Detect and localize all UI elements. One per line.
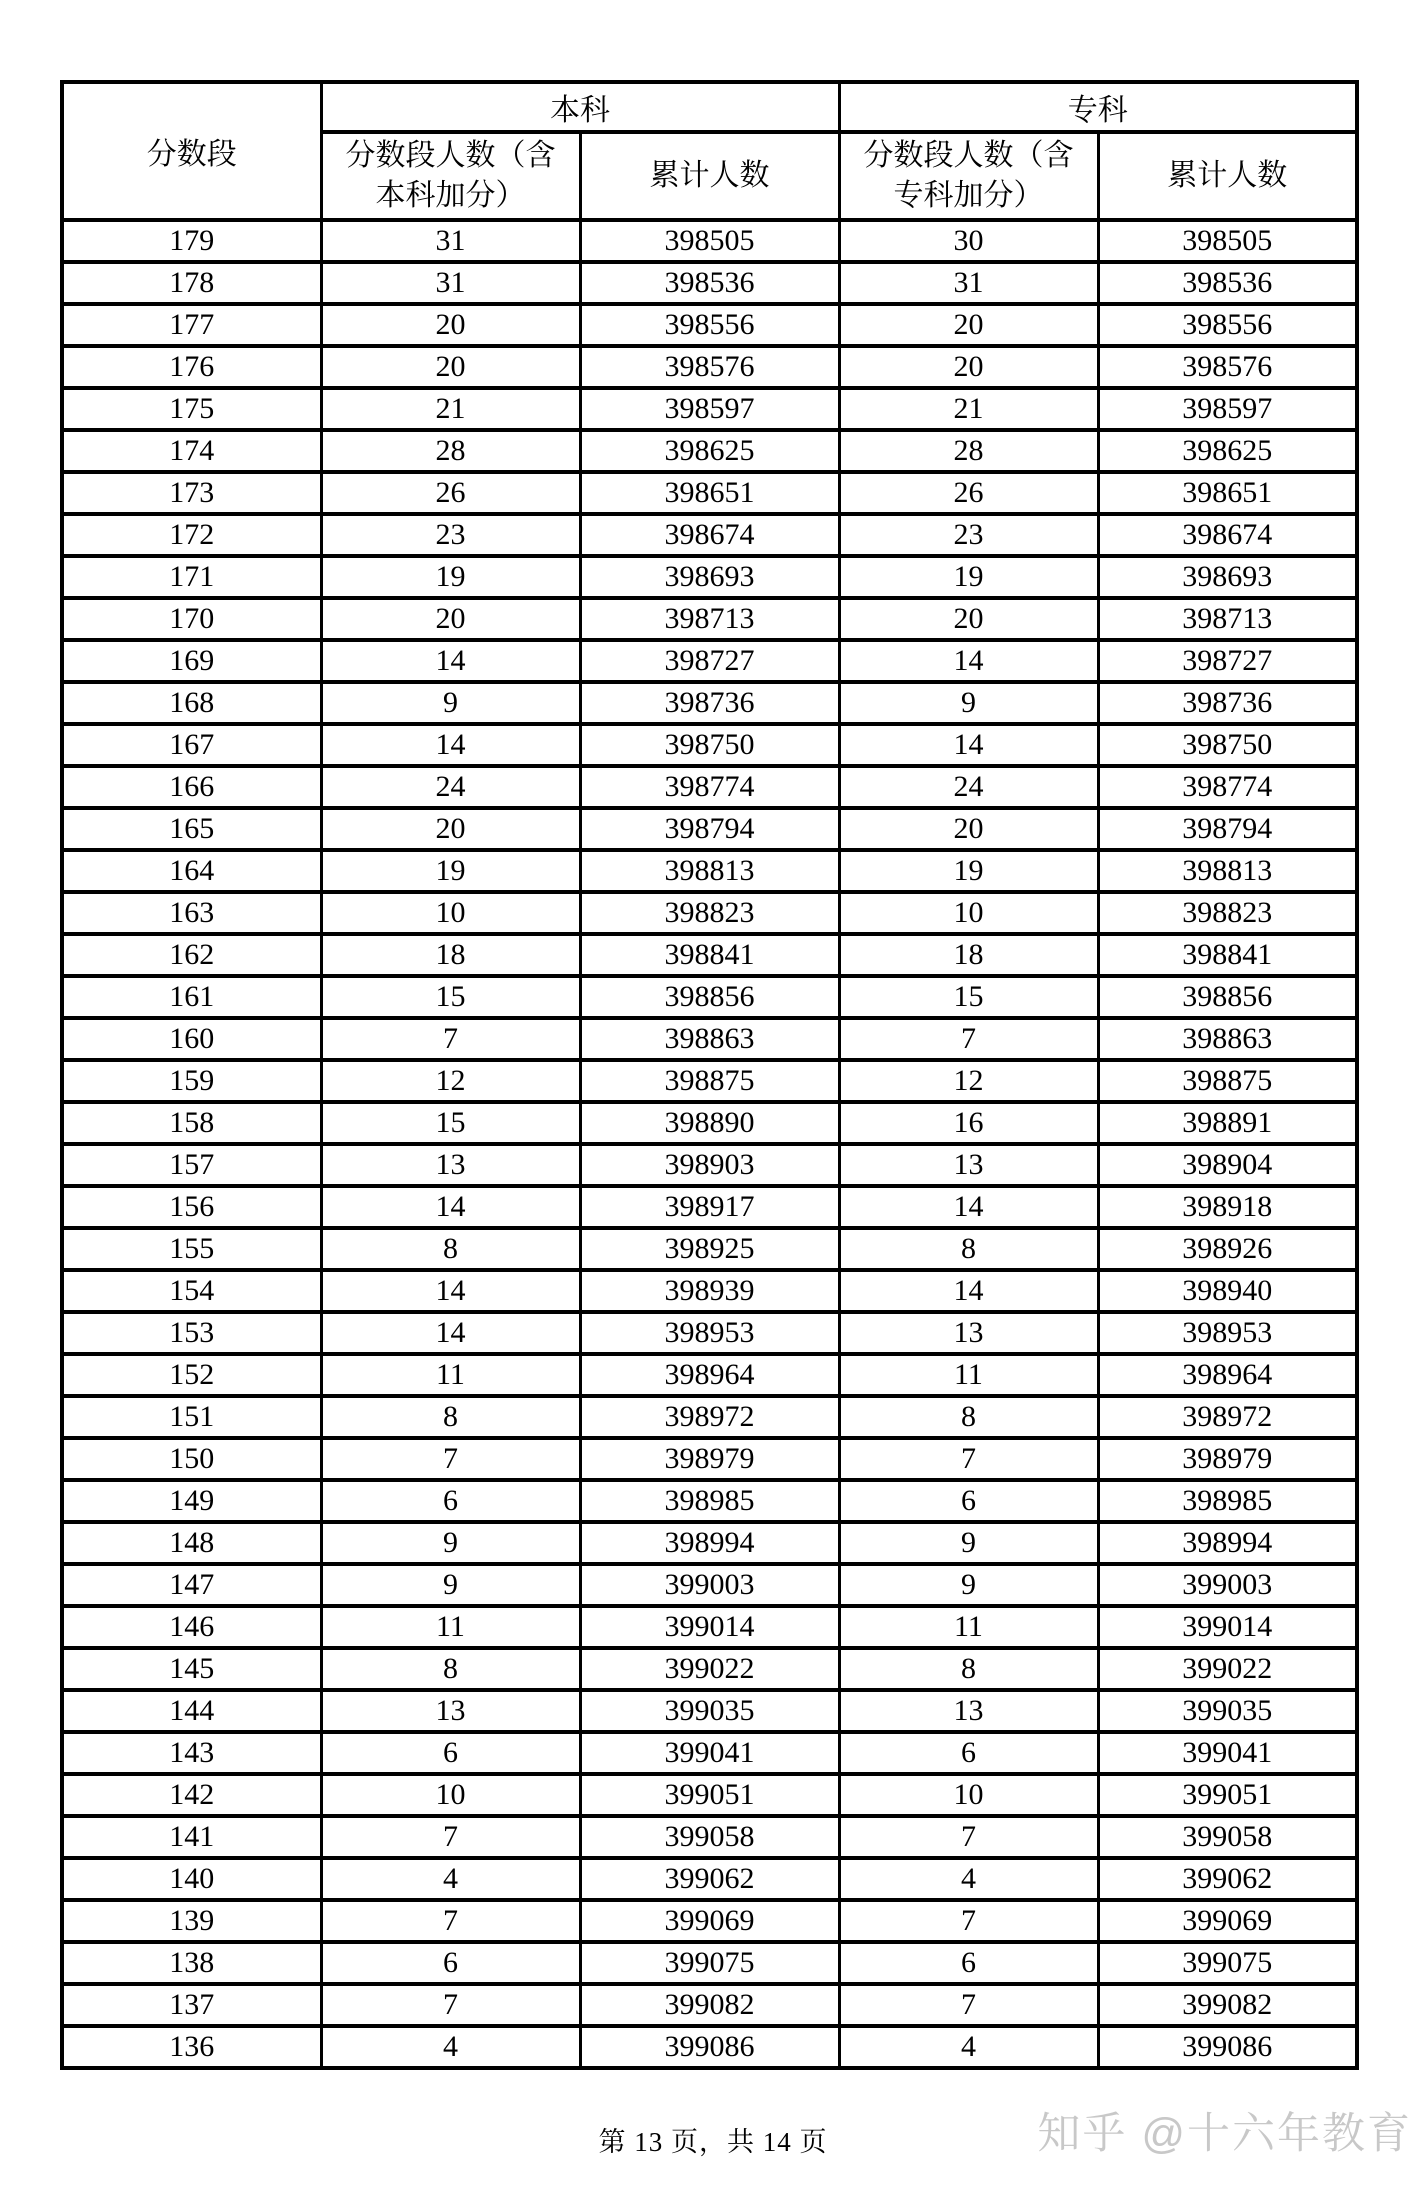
table-row xyxy=(62,472,1357,514)
benke-count-cell: 7 xyxy=(321,1816,580,1858)
table-row xyxy=(62,1228,1357,1270)
score-segment-cell: 138 xyxy=(62,1942,321,1984)
zhuanke-count-cell: 7 xyxy=(839,1816,1098,1858)
zhuanke-cumulative-cell: 398736 xyxy=(1098,682,1357,724)
zhuanke-cumulative-cell: 399003 xyxy=(1098,1564,1357,1606)
benke-cumulative-cell: 399003 xyxy=(580,1564,839,1606)
benke-count-cell: 15 xyxy=(321,1102,580,1144)
benke-cumulative-cell: 398841 xyxy=(580,934,839,976)
benke-cumulative-cell: 398979 xyxy=(580,1438,839,1480)
zhuanke-cumulative-cell: 398597 xyxy=(1098,388,1357,430)
score-segment-cell: 168 xyxy=(62,682,321,724)
table-row xyxy=(62,1018,1357,1060)
benke-count-cell: 14 xyxy=(321,1270,580,1312)
score-segment-cell: 146 xyxy=(62,1606,321,1648)
zhuanke-cumulative-cell: 398856 xyxy=(1098,976,1357,1018)
table-row xyxy=(62,850,1357,892)
header-benke-group: 本科 xyxy=(321,82,839,132)
zhuanke-count-cell: 24 xyxy=(839,766,1098,808)
benke-cumulative-cell: 398856 xyxy=(580,976,839,1018)
table-row xyxy=(62,346,1357,388)
benke-cumulative-cell: 398736 xyxy=(580,682,839,724)
table-row xyxy=(62,1984,1357,2026)
zhuanke-cumulative-cell: 398774 xyxy=(1098,766,1357,808)
score-segment-cell: 179 xyxy=(62,220,321,262)
benke-cumulative-cell: 398823 xyxy=(580,892,839,934)
zhuanke-count-cell: 20 xyxy=(839,598,1098,640)
score-distribution-table xyxy=(60,80,1359,2070)
zhuanke-cumulative-cell: 398863 xyxy=(1098,1018,1357,1060)
benke-cumulative-cell: 399086 xyxy=(580,2026,839,2068)
score-segment-cell: 173 xyxy=(62,472,321,514)
benke-count-cell: 10 xyxy=(321,1774,580,1816)
benke-cumulative-cell: 398693 xyxy=(580,556,839,598)
score-segment-cell: 142 xyxy=(62,1774,321,1816)
benke-count-cell: 7 xyxy=(321,1984,580,2026)
benke-count-cell: 9 xyxy=(321,1522,580,1564)
table-row xyxy=(62,724,1357,766)
zhuanke-count-cell: 11 xyxy=(839,1606,1098,1648)
zhuanke-cumulative-cell: 399014 xyxy=(1098,1606,1357,1648)
header-score-segment: 分数段 xyxy=(62,82,321,220)
header-zhuanke-count-line2: 专科加分） xyxy=(893,179,1044,212)
zhuanke-count-cell: 7 xyxy=(839,1018,1098,1060)
benke-count-cell: 20 xyxy=(321,808,580,850)
score-segment-cell: 145 xyxy=(62,1648,321,1690)
score-segment-cell: 151 xyxy=(62,1396,321,1438)
table-row xyxy=(62,1564,1357,1606)
benke-cumulative-cell: 398903 xyxy=(580,1144,839,1186)
benke-count-cell: 10 xyxy=(321,892,580,934)
zhuanke-cumulative-cell: 398953 xyxy=(1098,1312,1357,1354)
table-row xyxy=(62,934,1357,976)
score-segment-cell: 166 xyxy=(62,766,321,808)
zhuanke-count-cell: 18 xyxy=(839,934,1098,976)
benke-cumulative-cell: 399051 xyxy=(580,1774,839,1816)
score-segment-cell: 160 xyxy=(62,1018,321,1060)
zhuanke-cumulative-cell: 398972 xyxy=(1098,1396,1357,1438)
zhuanke-cumulative-cell: 399035 xyxy=(1098,1690,1357,1732)
benke-count-cell: 26 xyxy=(321,472,580,514)
score-segment-cell: 167 xyxy=(62,724,321,766)
zhuanke-count-cell: 10 xyxy=(839,1774,1098,1816)
zhuanke-cumulative-cell: 398964 xyxy=(1098,1354,1357,1396)
score-segment-cell: 176 xyxy=(62,346,321,388)
benke-count-cell: 8 xyxy=(321,1648,580,1690)
table-row xyxy=(62,220,1357,262)
score-segment-cell: 177 xyxy=(62,304,321,346)
table-row xyxy=(62,808,1357,850)
benke-count-cell: 19 xyxy=(321,556,580,598)
table-row xyxy=(62,1858,1357,1900)
benke-count-cell: 8 xyxy=(321,1228,580,1270)
table-row xyxy=(62,640,1357,682)
benke-cumulative-cell: 398813 xyxy=(580,850,839,892)
benke-count-cell: 20 xyxy=(321,346,580,388)
zhuanke-cumulative-cell: 399041 xyxy=(1098,1732,1357,1774)
benke-count-cell: 14 xyxy=(321,724,580,766)
score-segment-cell: 165 xyxy=(62,808,321,850)
benke-count-cell: 6 xyxy=(321,1480,580,1522)
zhuanke-cumulative-cell: 398985 xyxy=(1098,1480,1357,1522)
score-segment-cell: 158 xyxy=(62,1102,321,1144)
table-row xyxy=(62,1270,1357,1312)
header-zhuanke-group: 专科 xyxy=(839,82,1357,132)
benke-cumulative-cell: 399062 xyxy=(580,1858,839,1900)
benke-count-cell: 7 xyxy=(321,1438,580,1480)
score-segment-cell: 163 xyxy=(62,892,321,934)
header-benke-cumulative: 累计人数 xyxy=(580,132,839,220)
zhuanke-count-cell: 7 xyxy=(839,1984,1098,2026)
zhuanke-count-cell: 6 xyxy=(839,1942,1098,1984)
zhuanke-cumulative-cell: 398625 xyxy=(1098,430,1357,472)
table-row xyxy=(62,1522,1357,1564)
zhuanke-cumulative-cell: 398904 xyxy=(1098,1144,1357,1186)
benke-count-cell: 14 xyxy=(321,1312,580,1354)
benke-cumulative-cell: 399075 xyxy=(580,1942,839,1984)
zhuanke-count-cell: 8 xyxy=(839,1648,1098,1690)
score-segment-cell: 139 xyxy=(62,1900,321,1942)
zhuanke-count-cell: 20 xyxy=(839,346,1098,388)
benke-count-cell: 31 xyxy=(321,262,580,304)
zhuanke-count-cell: 19 xyxy=(839,850,1098,892)
table-row xyxy=(62,976,1357,1018)
benke-cumulative-cell: 398713 xyxy=(580,598,839,640)
benke-cumulative-cell: 398863 xyxy=(580,1018,839,1060)
benke-cumulative-cell: 399069 xyxy=(580,1900,839,1942)
zhuanke-cumulative-cell: 398727 xyxy=(1098,640,1357,682)
benke-count-cell: 14 xyxy=(321,640,580,682)
score-segment-cell: 171 xyxy=(62,556,321,598)
zhuanke-count-cell: 14 xyxy=(839,1186,1098,1228)
header-group-row xyxy=(62,82,1357,132)
benke-count-cell: 18 xyxy=(321,934,580,976)
benke-cumulative-cell: 398875 xyxy=(580,1060,839,1102)
score-segment-cell: 143 xyxy=(62,1732,321,1774)
table-row xyxy=(62,262,1357,304)
zhuanke-cumulative-cell: 398891 xyxy=(1098,1102,1357,1144)
zhuanke-cumulative-cell: 398576 xyxy=(1098,346,1357,388)
zhuanke-count-cell: 21 xyxy=(839,388,1098,430)
benke-count-cell: 31 xyxy=(321,220,580,262)
table-header xyxy=(62,82,1357,220)
zhuanke-count-cell: 9 xyxy=(839,1564,1098,1606)
benke-count-cell: 12 xyxy=(321,1060,580,1102)
zhuanke-count-cell: 6 xyxy=(839,1732,1098,1774)
benke-cumulative-cell: 398576 xyxy=(580,346,839,388)
score-segment-cell: 159 xyxy=(62,1060,321,1102)
table-row xyxy=(62,1060,1357,1102)
benke-cumulative-cell: 398750 xyxy=(580,724,839,766)
benke-cumulative-cell: 398985 xyxy=(580,1480,839,1522)
table-row xyxy=(62,304,1357,346)
zhuanke-cumulative-cell: 398823 xyxy=(1098,892,1357,934)
zhuanke-count-cell: 9 xyxy=(839,682,1098,724)
table-row xyxy=(62,892,1357,934)
benke-cumulative-cell: 398972 xyxy=(580,1396,839,1438)
zhuanke-count-cell: 15 xyxy=(839,976,1098,1018)
zhuanke-count-cell: 28 xyxy=(839,430,1098,472)
benke-count-cell: 6 xyxy=(321,1942,580,1984)
score-segment-cell: 164 xyxy=(62,850,321,892)
benke-cumulative-cell: 399035 xyxy=(580,1690,839,1732)
zhuanke-cumulative-cell: 399062 xyxy=(1098,1858,1357,1900)
table-row xyxy=(62,1144,1357,1186)
benke-cumulative-cell: 398674 xyxy=(580,514,839,556)
zhuanke-count-cell: 13 xyxy=(839,1312,1098,1354)
benke-count-cell: 13 xyxy=(321,1144,580,1186)
benke-cumulative-cell: 398556 xyxy=(580,304,839,346)
zhuanke-count-cell: 9 xyxy=(839,1522,1098,1564)
table-row xyxy=(62,1774,1357,1816)
table-row xyxy=(62,1732,1357,1774)
benke-count-cell: 23 xyxy=(321,514,580,556)
score-segment-cell: 144 xyxy=(62,1690,321,1732)
header-zhuanke-cumulative: 累计人数 xyxy=(1098,132,1357,220)
zhuanke-cumulative-cell: 399086 xyxy=(1098,2026,1357,2068)
zhuanke-cumulative-cell: 398674 xyxy=(1098,514,1357,556)
zhuanke-count-cell: 20 xyxy=(839,808,1098,850)
benke-count-cell: 21 xyxy=(321,388,580,430)
benke-count-cell: 20 xyxy=(321,304,580,346)
score-segment-cell: 154 xyxy=(62,1270,321,1312)
table-row xyxy=(62,1480,1357,1522)
table-row xyxy=(62,1606,1357,1648)
benke-count-cell: 14 xyxy=(321,1186,580,1228)
benke-cumulative-cell: 398625 xyxy=(580,430,839,472)
zhuanke-count-cell: 20 xyxy=(839,304,1098,346)
zhuanke-cumulative-cell: 399022 xyxy=(1098,1648,1357,1690)
zhuanke-count-cell: 8 xyxy=(839,1396,1098,1438)
benke-cumulative-cell: 399082 xyxy=(580,1984,839,2026)
benke-cumulative-cell: 398939 xyxy=(580,1270,839,1312)
benke-cumulative-cell: 398597 xyxy=(580,388,839,430)
benke-count-cell: 7 xyxy=(321,1018,580,1060)
zhuanke-cumulative-cell: 398536 xyxy=(1098,262,1357,304)
header-zhuanke-count xyxy=(839,132,1098,220)
zhuanke-cumulative-cell: 398940 xyxy=(1098,1270,1357,1312)
zhuanke-count-cell: 4 xyxy=(839,2026,1098,2068)
zhuanke-cumulative-cell: 398505 xyxy=(1098,220,1357,262)
score-segment-cell: 136 xyxy=(62,2026,321,2068)
benke-cumulative-cell: 398651 xyxy=(580,472,839,514)
zhuanke-cumulative-cell: 398693 xyxy=(1098,556,1357,598)
zhuanke-count-cell: 7 xyxy=(839,1438,1098,1480)
table-row xyxy=(62,598,1357,640)
table-row xyxy=(62,1816,1357,1858)
table-row xyxy=(62,1438,1357,1480)
benke-count-cell: 11 xyxy=(321,1606,580,1648)
table-row xyxy=(62,1942,1357,1984)
zhuanke-cumulative-cell: 399082 xyxy=(1098,1984,1357,2026)
zhuanke-cumulative-cell: 398875 xyxy=(1098,1060,1357,1102)
benke-cumulative-cell: 399058 xyxy=(580,1816,839,1858)
benke-count-cell: 20 xyxy=(321,598,580,640)
zhuanke-cumulative-cell: 398556 xyxy=(1098,304,1357,346)
benke-cumulative-cell: 398727 xyxy=(580,640,839,682)
table-row xyxy=(62,1648,1357,1690)
zhuanke-cumulative-cell: 398918 xyxy=(1098,1186,1357,1228)
zhuanke-cumulative-cell: 398994 xyxy=(1098,1522,1357,1564)
zhuanke-count-cell: 14 xyxy=(839,1270,1098,1312)
zhuanke-cumulative-cell: 399058 xyxy=(1098,1816,1357,1858)
benke-count-cell: 4 xyxy=(321,1858,580,1900)
benke-cumulative-cell: 398917 xyxy=(580,1186,839,1228)
benke-cumulative-cell: 398994 xyxy=(580,1522,839,1564)
score-segment-cell: 153 xyxy=(62,1312,321,1354)
benke-cumulative-cell: 398774 xyxy=(580,766,839,808)
score-segment-cell: 156 xyxy=(62,1186,321,1228)
score-segment-cell: 157 xyxy=(62,1144,321,1186)
score-segment-cell: 147 xyxy=(62,1564,321,1606)
benke-cumulative-cell: 398890 xyxy=(580,1102,839,1144)
zhuanke-count-cell: 16 xyxy=(839,1102,1098,1144)
zhuanke-count-cell: 4 xyxy=(839,1858,1098,1900)
zhuanke-count-cell: 14 xyxy=(839,724,1098,766)
table-row xyxy=(62,556,1357,598)
zhuanke-count-cell: 23 xyxy=(839,514,1098,556)
table-row xyxy=(62,766,1357,808)
table-row xyxy=(62,1102,1357,1144)
zhuanke-count-cell: 13 xyxy=(839,1144,1098,1186)
watermark-text: 知乎 @十六年教育 xyxy=(1037,2110,1412,2158)
benke-count-cell: 9 xyxy=(321,1564,580,1606)
table-row xyxy=(62,682,1357,724)
header-benke-count xyxy=(321,132,580,220)
benke-count-cell: 7 xyxy=(321,1900,580,1942)
score-segment-cell: 174 xyxy=(62,430,321,472)
page-number-text: 第 13 页，共 14 页 xyxy=(598,2127,828,2157)
zhuanke-count-cell: 12 xyxy=(839,1060,1098,1102)
score-segment-cell: 162 xyxy=(62,934,321,976)
header-benke-count-line1: 分数段人数（含 xyxy=(345,138,556,172)
table-row xyxy=(62,2026,1357,2068)
benke-count-cell: 13 xyxy=(321,1690,580,1732)
benke-cumulative-cell: 398925 xyxy=(580,1228,839,1270)
score-segment-cell: 137 xyxy=(62,1984,321,2026)
zhuanke-count-cell: 11 xyxy=(839,1354,1098,1396)
table-row xyxy=(62,430,1357,472)
zhuanke-cumulative-cell: 398979 xyxy=(1098,1438,1357,1480)
zhuanke-cumulative-cell: 399075 xyxy=(1098,1942,1357,1984)
benke-cumulative-cell: 398505 xyxy=(580,220,839,262)
zhuanke-count-cell: 8 xyxy=(839,1228,1098,1270)
benke-count-cell: 24 xyxy=(321,766,580,808)
zhuanke-cumulative-cell: 398651 xyxy=(1098,472,1357,514)
benke-cumulative-cell: 398536 xyxy=(580,262,839,304)
table-row xyxy=(62,388,1357,430)
table-row xyxy=(62,1186,1357,1228)
benke-count-cell: 11 xyxy=(321,1354,580,1396)
benke-cumulative-cell: 399014 xyxy=(580,1606,839,1648)
benke-cumulative-cell: 398953 xyxy=(580,1312,839,1354)
score-segment-cell: 161 xyxy=(62,976,321,1018)
benke-cumulative-cell: 398964 xyxy=(580,1354,839,1396)
score-segment-cell: 141 xyxy=(62,1816,321,1858)
table-row xyxy=(62,1312,1357,1354)
header-benke-count-line2: 本科加分） xyxy=(375,179,526,212)
zhuanke-cumulative-cell: 399069 xyxy=(1098,1900,1357,1942)
table-row xyxy=(62,1690,1357,1732)
score-segment-cell: 175 xyxy=(62,388,321,430)
zhuanke-cumulative-cell: 398750 xyxy=(1098,724,1357,766)
score-segment-cell: 169 xyxy=(62,640,321,682)
benke-count-cell: 15 xyxy=(321,976,580,1018)
zhuanke-count-cell: 7 xyxy=(839,1900,1098,1942)
benke-count-cell: 6 xyxy=(321,1732,580,1774)
benke-cumulative-cell: 399041 xyxy=(580,1732,839,1774)
table-row xyxy=(62,1900,1357,1942)
benke-cumulative-cell: 398794 xyxy=(580,808,839,850)
zhuanke-count-cell: 19 xyxy=(839,556,1098,598)
zhuanke-count-cell: 14 xyxy=(839,640,1098,682)
score-segment-cell: 140 xyxy=(62,1858,321,1900)
score-segment-cell: 170 xyxy=(62,598,321,640)
score-segment-cell: 172 xyxy=(62,514,321,556)
zhuanke-cumulative-cell: 398841 xyxy=(1098,934,1357,976)
zhuanke-count-cell: 26 xyxy=(839,472,1098,514)
score-segment-cell: 155 xyxy=(62,1228,321,1270)
zhuanke-cumulative-cell: 398713 xyxy=(1098,598,1357,640)
zhuanke-cumulative-cell: 398926 xyxy=(1098,1228,1357,1270)
zhuanke-cumulative-cell: 398813 xyxy=(1098,850,1357,892)
score-segment-cell: 149 xyxy=(62,1480,321,1522)
score-segment-cell: 152 xyxy=(62,1354,321,1396)
benke-count-cell: 28 xyxy=(321,430,580,472)
score-segment-cell: 148 xyxy=(62,1522,321,1564)
benke-count-cell: 9 xyxy=(321,682,580,724)
zhuanke-cumulative-cell: 399051 xyxy=(1098,1774,1357,1816)
zhuanke-count-cell: 6 xyxy=(839,1480,1098,1522)
benke-count-cell: 19 xyxy=(321,850,580,892)
zhuanke-cumulative-cell: 398794 xyxy=(1098,808,1357,850)
zhuanke-count-cell: 30 xyxy=(839,220,1098,262)
benke-cumulative-cell: 399022 xyxy=(580,1648,839,1690)
table-row xyxy=(62,514,1357,556)
zhuanke-count-cell: 13 xyxy=(839,1690,1098,1732)
table-row xyxy=(62,1396,1357,1438)
score-segment-cell: 150 xyxy=(62,1438,321,1480)
table-row xyxy=(62,1354,1357,1396)
header-zhuanke-count-line1: 分数段人数（含 xyxy=(863,138,1074,172)
benke-count-cell: 4 xyxy=(321,2026,580,2068)
zhuanke-count-cell: 31 xyxy=(839,262,1098,304)
benke-count-cell: 8 xyxy=(321,1396,580,1438)
zhuanke-count-cell: 10 xyxy=(839,892,1098,934)
score-segment-cell: 178 xyxy=(62,262,321,304)
table-body xyxy=(62,220,1357,2068)
